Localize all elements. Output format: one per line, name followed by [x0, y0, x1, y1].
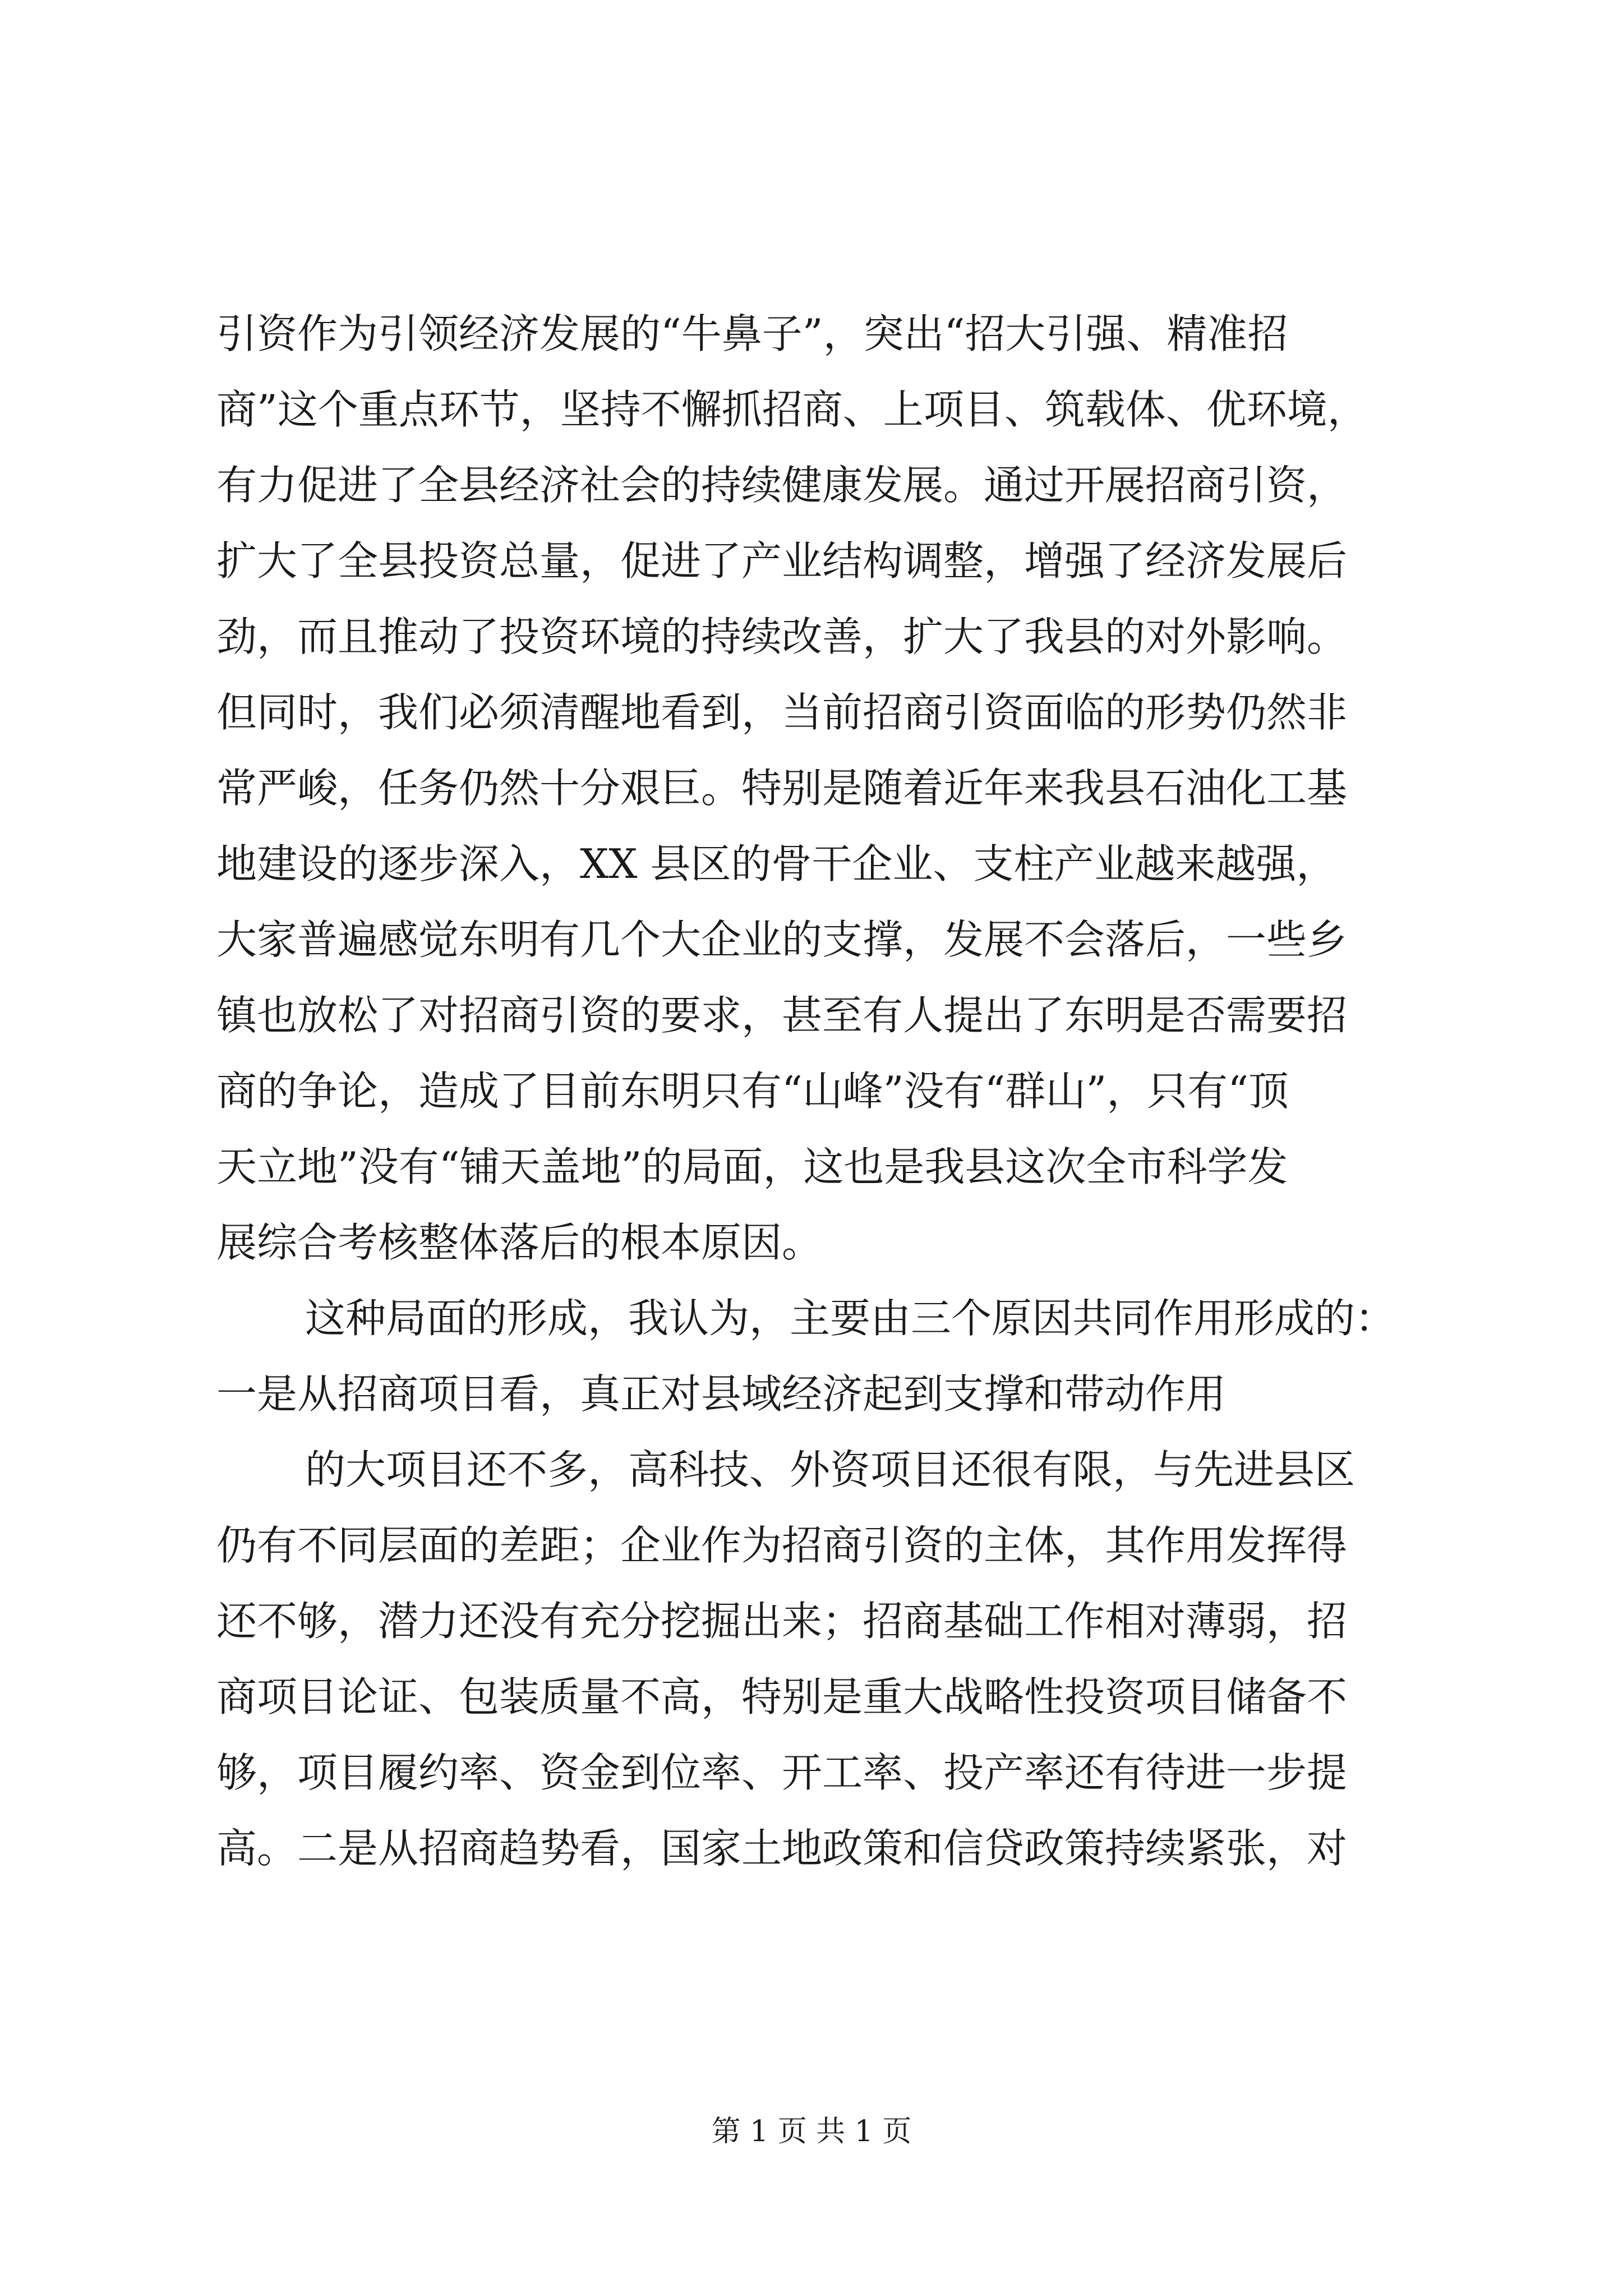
paragraph-2-line-1: 这种局面的形成，我认为，主要由三个原因共同作用形成的： [305, 1295, 1396, 1342]
paragraph-1-line-13: 展综合考核整体落后的根本原因。 [216, 1219, 823, 1266]
paragraph-1-line-11: 商的争论，造成了目前东明只有“山峰”没有“群山”，只有“顶 [216, 1068, 1289, 1115]
paragraph-1-line-7: 常严峻，任务仍然十分艰巨。特别是随着近年来我县石油化工基 [216, 765, 1348, 812]
paragraph-1-line-4: 扩大了全县投资总量，促进了产业结构调整，增强了经济发展后 [216, 537, 1348, 585]
paragraph-1-line-6: 但同时，我们必须清醒地看到，当前招商引资面临的形势仍然非 [216, 689, 1348, 736]
paragraph-1-line-8: 地建设的逐步深入，XX 县区的骨干企业、支柱产业越来越强， [216, 840, 1337, 887]
paragraph-3-line-4: 商项目论证、包装质量不高，特别是重大战略性投资项目储备不 [216, 1673, 1348, 1720]
paragraph-3-line-5: 够，项目履约率、资金到位率、开工率、投产率还有待进一步提 [216, 1749, 1348, 1796]
paragraph-1-line-5: 劲，而且推动了投资环境的持续改善，扩大了我县的对外影响。 [216, 613, 1348, 660]
paragraph-1-line-12: 天立地”没有“铺天盖地”的局面，这也是我县这次全市科学发 [216, 1143, 1288, 1190]
paragraph-3-line-6: 高。二是从招商趋势看，国家土地政策和信贷政策持续紧张，对 [216, 1825, 1348, 1872]
paragraph-3-line-3: 还不够，潜力还没有充分挖掘出来；招商基础工作相对薄弱，招 [216, 1598, 1348, 1645]
paragraph-1-line-10: 镇也放松了对招商引资的要求，甚至有人提出了东明是否需要招 [216, 992, 1348, 1039]
paragraph-1-line-3: 有力促进了全县经济社会的持续健康发展。通过开展招商引资， [216, 462, 1348, 509]
paragraph-1-line-1: 引资作为引领经济发展的“牛鼻子”，突出“招大引强、精准招 [216, 310, 1288, 357]
paragraph-2-line-2: 一是从招商项目看，真正对县域经济起到支撑和带动作用 [216, 1370, 1227, 1418]
paragraph-1-line-2: 商”这个重点环节，坚持不懈抓招商、上项目、筑载体、优环境， [216, 386, 1368, 433]
page-footer: 第 1 页 共 1 页 [711, 2115, 912, 2148]
paragraph-1-line-9: 大家普遍感觉东明有几个大企业的支撑，发展不会落后，一些乡 [216, 916, 1348, 963]
paragraph-3-line-1: 的大项目还不多，高科技、外资项目还很有限，与先进县区 [305, 1446, 1355, 1493]
paragraph-3-line-2: 仍有不同层面的差距；企业作为招商引资的主体，其作用发挥得 [216, 1522, 1348, 1569]
